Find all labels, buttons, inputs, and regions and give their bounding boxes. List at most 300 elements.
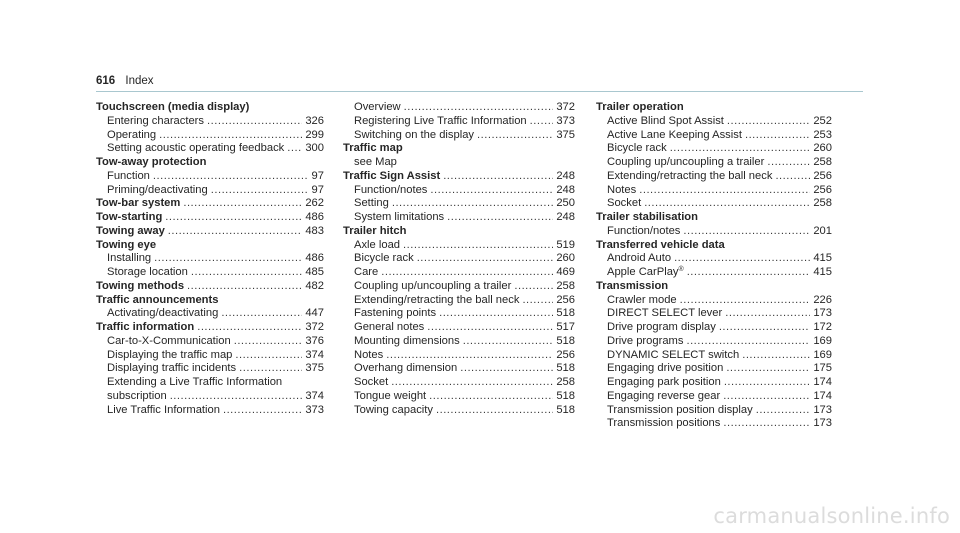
entry-label: Operating xyxy=(107,128,157,141)
entry-page-number: 518 xyxy=(556,307,575,320)
index-subentry xyxy=(96,390,324,404)
entry-page-number: 175 xyxy=(813,362,832,375)
index-subentry xyxy=(343,362,575,376)
dot-leader xyxy=(211,184,309,198)
dot-leader xyxy=(235,349,302,363)
entry-page-number: 169 xyxy=(813,334,832,347)
entry-label: Fastening points xyxy=(354,307,437,320)
entry-text xyxy=(354,129,474,143)
index-subentry xyxy=(596,252,832,266)
dot-leader xyxy=(460,362,553,376)
dot-leader xyxy=(386,349,553,363)
dot-leader xyxy=(639,184,810,198)
entry-text xyxy=(607,129,742,143)
entry-label: Engaging reverse gear xyxy=(607,389,721,402)
entry-label: Setting acoustic operating feedback xyxy=(107,142,285,155)
dot-leader xyxy=(153,170,309,184)
entry-text xyxy=(354,211,444,225)
index-subentry xyxy=(596,197,832,211)
entry-text xyxy=(354,101,401,115)
index-subentry xyxy=(596,362,832,376)
index-subentry xyxy=(96,129,324,143)
entry-label: Care xyxy=(354,266,379,278)
entry-page-number: 517 xyxy=(556,321,575,333)
entry-page-number: 258 xyxy=(556,279,575,292)
entry-page-number: 518 xyxy=(556,362,575,375)
dot-leader xyxy=(530,115,554,129)
entry-text xyxy=(107,252,151,266)
entry-text xyxy=(343,225,406,239)
index-subentry xyxy=(596,294,832,308)
entry-page-number: 250 xyxy=(556,197,575,210)
entry-text xyxy=(96,321,194,335)
entry-label: Trailer stabilisation xyxy=(596,211,698,223)
entry-text xyxy=(596,101,684,115)
entry-label: Storage location xyxy=(107,266,188,278)
entry-label: Setting xyxy=(354,197,389,210)
entry-page-number: 256 xyxy=(556,348,575,361)
index-subentry xyxy=(596,335,832,349)
dot-leader xyxy=(207,115,302,129)
dot-leader xyxy=(392,197,553,211)
dot-leader xyxy=(404,101,554,115)
entry-text xyxy=(96,280,184,294)
entry-text xyxy=(354,115,527,129)
index-subentry xyxy=(596,307,832,321)
dot-leader xyxy=(168,225,303,239)
index-subentry xyxy=(343,280,575,294)
index-heading xyxy=(96,280,324,294)
entry-label: Transmission position display xyxy=(607,403,753,416)
dot-leader xyxy=(403,239,553,253)
entry-text xyxy=(607,252,671,266)
entry-text xyxy=(354,362,457,376)
dot-leader xyxy=(430,184,553,198)
entry-label: Extending a Live Traffic Information xyxy=(107,376,283,388)
entry-text xyxy=(607,349,739,363)
entry-page-number: 373 xyxy=(305,403,324,416)
entry-label: Trailer hitch xyxy=(343,224,407,237)
index-subentry xyxy=(343,156,575,170)
index-subentry xyxy=(343,376,575,390)
dot-leader xyxy=(723,417,810,431)
entry-text xyxy=(607,115,724,129)
dot-leader xyxy=(187,280,302,294)
index-subentry xyxy=(343,252,575,266)
entry-text xyxy=(354,335,460,349)
entry-page-number: 260 xyxy=(556,252,575,265)
dot-leader xyxy=(170,390,303,404)
index-subentry xyxy=(596,266,832,280)
entry-label: Touchscreen (media display) xyxy=(96,101,250,113)
entry-text xyxy=(96,101,249,115)
entry-label: Mounting dimensions xyxy=(354,334,460,347)
entry-page-number: 518 xyxy=(556,389,575,402)
entry-page-number: 172 xyxy=(813,321,832,333)
entry-label: Extending/retracting the ball neck xyxy=(607,169,773,182)
entry-text xyxy=(607,307,722,321)
entry-label: Switching on the display xyxy=(354,128,475,141)
dot-leader xyxy=(724,376,811,390)
entry-text xyxy=(354,197,389,211)
entry-text xyxy=(107,307,218,321)
dot-leader xyxy=(197,321,302,335)
entry-page-number: 173 xyxy=(813,307,832,320)
entry-page-number: 485 xyxy=(305,266,324,278)
index-subentry xyxy=(596,170,832,184)
entry-label: Crawler mode xyxy=(607,293,677,306)
entry-label: Trailer operation xyxy=(596,101,684,113)
entry-label: Traffic announcements xyxy=(96,293,219,306)
index-subentry xyxy=(96,335,324,349)
dot-leader xyxy=(159,129,302,143)
entry-text xyxy=(343,142,403,156)
index-subentry xyxy=(343,239,575,253)
entry-page-number: 375 xyxy=(556,128,575,141)
entry-page-number: 248 xyxy=(556,183,575,196)
entry-text xyxy=(607,266,684,280)
header-divider xyxy=(96,91,863,92)
index-subentry xyxy=(96,184,324,198)
index-subentry xyxy=(343,349,575,363)
dot-leader xyxy=(417,252,554,266)
entry-label: Towing capacity xyxy=(354,403,433,416)
entry-text xyxy=(354,266,378,280)
entry-label: Active Blind Spot Assist xyxy=(607,114,724,127)
index-subentry xyxy=(96,252,324,266)
entry-label: Transferred vehicle data xyxy=(596,238,725,251)
entry-text xyxy=(607,197,641,211)
entry-page-number: 97 xyxy=(311,183,324,196)
index-subentry xyxy=(96,170,324,184)
index-subentry xyxy=(596,184,832,198)
index-subentry xyxy=(96,362,324,376)
dot-leader xyxy=(723,390,810,404)
entry-page-number: 518 xyxy=(556,334,575,347)
entry-page-number: 374 xyxy=(305,389,324,402)
entry-label: Towing away xyxy=(96,224,165,237)
entry-label: System limitations xyxy=(354,211,445,223)
index-column-2 xyxy=(343,101,575,417)
entry-label: Android Auto xyxy=(607,252,672,265)
entry-text xyxy=(354,294,519,308)
dot-leader xyxy=(436,404,553,418)
dot-leader xyxy=(727,115,810,129)
entry-text xyxy=(354,252,414,266)
index-subentry xyxy=(596,225,832,239)
entry-text xyxy=(354,376,388,390)
entry-page-number: 174 xyxy=(813,376,832,388)
index-heading xyxy=(596,239,832,253)
entry-text xyxy=(354,156,397,170)
index-heading xyxy=(596,280,832,294)
entry-page-number: 483 xyxy=(305,224,324,237)
index-subentry xyxy=(596,349,832,363)
index-heading xyxy=(96,321,324,335)
entry-label: see Map xyxy=(354,156,397,168)
entry-page-number: 169 xyxy=(813,348,832,361)
entry-page-number: 375 xyxy=(305,362,324,375)
index-subentry xyxy=(596,417,832,431)
dot-leader xyxy=(687,266,811,280)
index-subentry xyxy=(343,321,575,335)
entry-page-number: 300 xyxy=(305,142,324,155)
entry-text xyxy=(354,239,400,253)
entry-page-number: 376 xyxy=(305,334,324,347)
entry-page-number: 415 xyxy=(813,252,832,265)
dot-leader xyxy=(165,211,302,225)
entry-label: Transmission xyxy=(596,279,669,292)
entry-label: Towing methods xyxy=(96,279,185,292)
entry-page-number: 174 xyxy=(813,389,832,402)
dot-leader xyxy=(522,294,553,308)
dot-leader xyxy=(429,390,553,404)
dot-leader xyxy=(287,142,302,156)
entry-label: Registering Live Traffic Information xyxy=(354,114,527,127)
dot-leader xyxy=(221,307,302,321)
entry-label: Towing eye xyxy=(96,238,157,251)
index-subentry xyxy=(343,184,575,198)
entry-label: Activating/deactivating xyxy=(107,307,219,320)
index-subentry xyxy=(96,142,324,156)
index-heading xyxy=(343,142,575,156)
entry-label: Overview xyxy=(354,101,401,113)
index-subentry xyxy=(96,266,324,280)
entry-label: Function xyxy=(107,169,150,182)
entry-text xyxy=(343,170,440,184)
entry-label: Notes xyxy=(354,348,384,361)
entry-label: Apple CarPlay xyxy=(607,266,679,278)
index-heading xyxy=(96,197,324,211)
index-column-3 xyxy=(596,101,832,431)
entry-label: Notes xyxy=(607,183,637,196)
entry-page-number: 226 xyxy=(813,293,832,306)
entry-text xyxy=(107,404,220,418)
entry-page-number: 248 xyxy=(556,211,575,223)
entry-text xyxy=(96,294,218,308)
entry-label: Drive program display xyxy=(607,321,716,333)
entry-text xyxy=(96,225,165,239)
entry-text xyxy=(607,184,636,198)
entry-text xyxy=(607,417,720,431)
dot-leader xyxy=(447,211,553,225)
entry-label: Installing xyxy=(107,252,152,265)
page-number: 616 xyxy=(96,75,116,87)
entry-text xyxy=(107,184,208,198)
entry-label: Traffic Sign Assist xyxy=(343,169,441,182)
dot-leader xyxy=(756,404,811,418)
dot-leader xyxy=(775,170,810,184)
dot-leader xyxy=(686,335,810,349)
index-subentry xyxy=(596,404,832,418)
entry-text xyxy=(596,239,725,253)
entry-page-number: 258 xyxy=(813,197,832,210)
entry-label: Displaying the traffic map xyxy=(107,348,233,361)
dot-leader xyxy=(745,129,810,143)
entry-text xyxy=(607,142,667,156)
entry-page-number: 415 xyxy=(813,266,832,278)
index-heading xyxy=(343,170,575,184)
index-subentry xyxy=(343,266,575,280)
entry-label: Traffic information xyxy=(96,321,195,333)
entry-text xyxy=(107,142,284,156)
entry-label: Displaying traffic incidents xyxy=(107,362,237,375)
entry-page-number: 201 xyxy=(813,224,832,237)
entry-label: Entering characters xyxy=(107,114,205,127)
entry-page-number: 253 xyxy=(813,128,832,141)
entry-text xyxy=(107,376,282,390)
index-heading xyxy=(96,211,324,225)
index-subentry xyxy=(96,349,324,363)
index-subentry xyxy=(343,197,575,211)
index-subentry xyxy=(96,404,324,418)
section-title: Index xyxy=(125,75,154,87)
dot-leader xyxy=(514,280,553,294)
dot-leader xyxy=(463,335,554,349)
dot-leader xyxy=(191,266,302,280)
entry-label: Socket xyxy=(354,376,389,388)
entry-text xyxy=(354,280,511,294)
entry-text xyxy=(354,404,433,418)
entry-label: DYNAMIC SELECT switch xyxy=(607,348,740,361)
index-subentry xyxy=(596,156,832,170)
entry-page-number: 372 xyxy=(305,321,324,333)
dot-leader xyxy=(223,404,302,418)
index-subentry xyxy=(343,404,575,418)
dot-leader xyxy=(719,321,811,335)
entry-text xyxy=(107,349,232,363)
entry-text xyxy=(354,307,436,321)
index-subentry xyxy=(596,142,832,156)
dot-leader xyxy=(154,252,302,266)
entry-text xyxy=(607,376,721,390)
entry-label: Drive programs xyxy=(607,334,684,347)
entry-text xyxy=(107,335,231,349)
index-heading xyxy=(596,101,832,115)
entry-page-number: 518 xyxy=(556,403,575,416)
dot-leader xyxy=(644,197,810,211)
entry-page-number: 447 xyxy=(305,307,324,320)
index-subentry xyxy=(96,376,324,390)
entry-text xyxy=(596,211,698,225)
entry-page-number: 372 xyxy=(556,101,575,113)
entry-label: Active Lane Keeping Assist xyxy=(607,128,742,141)
entry-page-number: 262 xyxy=(305,197,324,210)
index-subentry xyxy=(343,335,575,349)
entry-label: Tow-starting xyxy=(96,211,163,223)
entry-text xyxy=(607,404,753,418)
index-subentry xyxy=(96,115,324,129)
entry-page-number: 469 xyxy=(556,266,575,278)
entry-label: Traffic map xyxy=(343,142,403,155)
entry-text xyxy=(607,294,677,308)
index-subentry xyxy=(596,129,832,143)
index-subentry xyxy=(596,321,832,335)
entry-page-number: 260 xyxy=(813,142,832,155)
entry-text xyxy=(96,156,206,170)
index-heading xyxy=(96,101,324,115)
dot-leader xyxy=(439,307,553,321)
dot-leader xyxy=(183,197,302,211)
entry-text xyxy=(107,115,204,129)
dot-leader xyxy=(674,252,810,266)
entry-text xyxy=(96,197,180,211)
dot-leader xyxy=(680,294,811,308)
entry-label: Function/notes xyxy=(607,224,681,237)
dot-leader xyxy=(683,225,810,239)
entry-label: Tongue weight xyxy=(354,389,427,402)
entry-text xyxy=(96,211,162,225)
entry-label: Priming/deactivating xyxy=(107,183,208,196)
index-subentry xyxy=(96,307,324,321)
entry-page-number: 486 xyxy=(305,211,324,223)
entry-page-number: 252 xyxy=(813,114,832,127)
entry-page-number: 482 xyxy=(305,279,324,292)
registered-mark: ® xyxy=(678,266,684,273)
entry-text xyxy=(607,362,723,376)
index-subentry xyxy=(343,115,575,129)
entry-text xyxy=(607,390,720,404)
entry-text xyxy=(107,362,236,376)
dot-leader xyxy=(391,376,553,390)
index-subentry xyxy=(343,294,575,308)
entry-page-number: 519 xyxy=(556,238,575,251)
dot-leader xyxy=(767,156,810,170)
entry-label: subscription xyxy=(107,389,167,402)
entry-label: Socket xyxy=(607,197,642,210)
entry-text xyxy=(596,280,668,294)
index-subentry xyxy=(596,115,832,129)
entry-label: Bicycle rack xyxy=(607,142,667,155)
entry-label: Engaging drive position xyxy=(607,362,724,375)
entry-page-number: 326 xyxy=(305,114,324,127)
entry-page-number: 374 xyxy=(305,348,324,361)
entry-text xyxy=(107,129,156,143)
entry-page-number: 373 xyxy=(556,114,575,127)
entry-text xyxy=(354,321,424,335)
entry-text xyxy=(607,335,683,349)
entry-text xyxy=(354,184,427,198)
entry-text xyxy=(354,390,426,404)
index-column-1 xyxy=(96,101,324,417)
entry-label: Live Traffic Information xyxy=(107,403,220,416)
entry-text xyxy=(107,390,167,404)
entry-page-number: 173 xyxy=(813,417,832,430)
entry-text xyxy=(607,321,716,335)
index-heading xyxy=(343,225,575,239)
index-heading xyxy=(596,211,832,225)
entry-label: DIRECT SELECT lever xyxy=(607,307,723,320)
entry-label: Bicycle rack xyxy=(354,252,414,265)
entry-label: Engaging park position xyxy=(607,376,721,388)
entry-label: Coupling up/uncoupling a trailer xyxy=(607,156,765,168)
index-subentry xyxy=(343,211,575,225)
entry-page-number: 258 xyxy=(813,156,832,168)
entry-page-number: 256 xyxy=(556,293,575,306)
watermark-text: carmanualsonline.info xyxy=(713,504,950,528)
entry-page-number: 299 xyxy=(305,128,324,141)
index-heading xyxy=(96,156,324,170)
entry-label: Tow-away protection xyxy=(96,156,207,168)
dot-leader xyxy=(381,266,553,280)
entry-page-number: 97 xyxy=(311,169,324,182)
entry-text xyxy=(96,239,156,253)
entry-page-number: 256 xyxy=(813,169,832,182)
dot-leader xyxy=(670,142,811,156)
dot-leader xyxy=(443,170,553,184)
entry-text xyxy=(607,170,772,184)
dot-leader xyxy=(234,335,303,349)
